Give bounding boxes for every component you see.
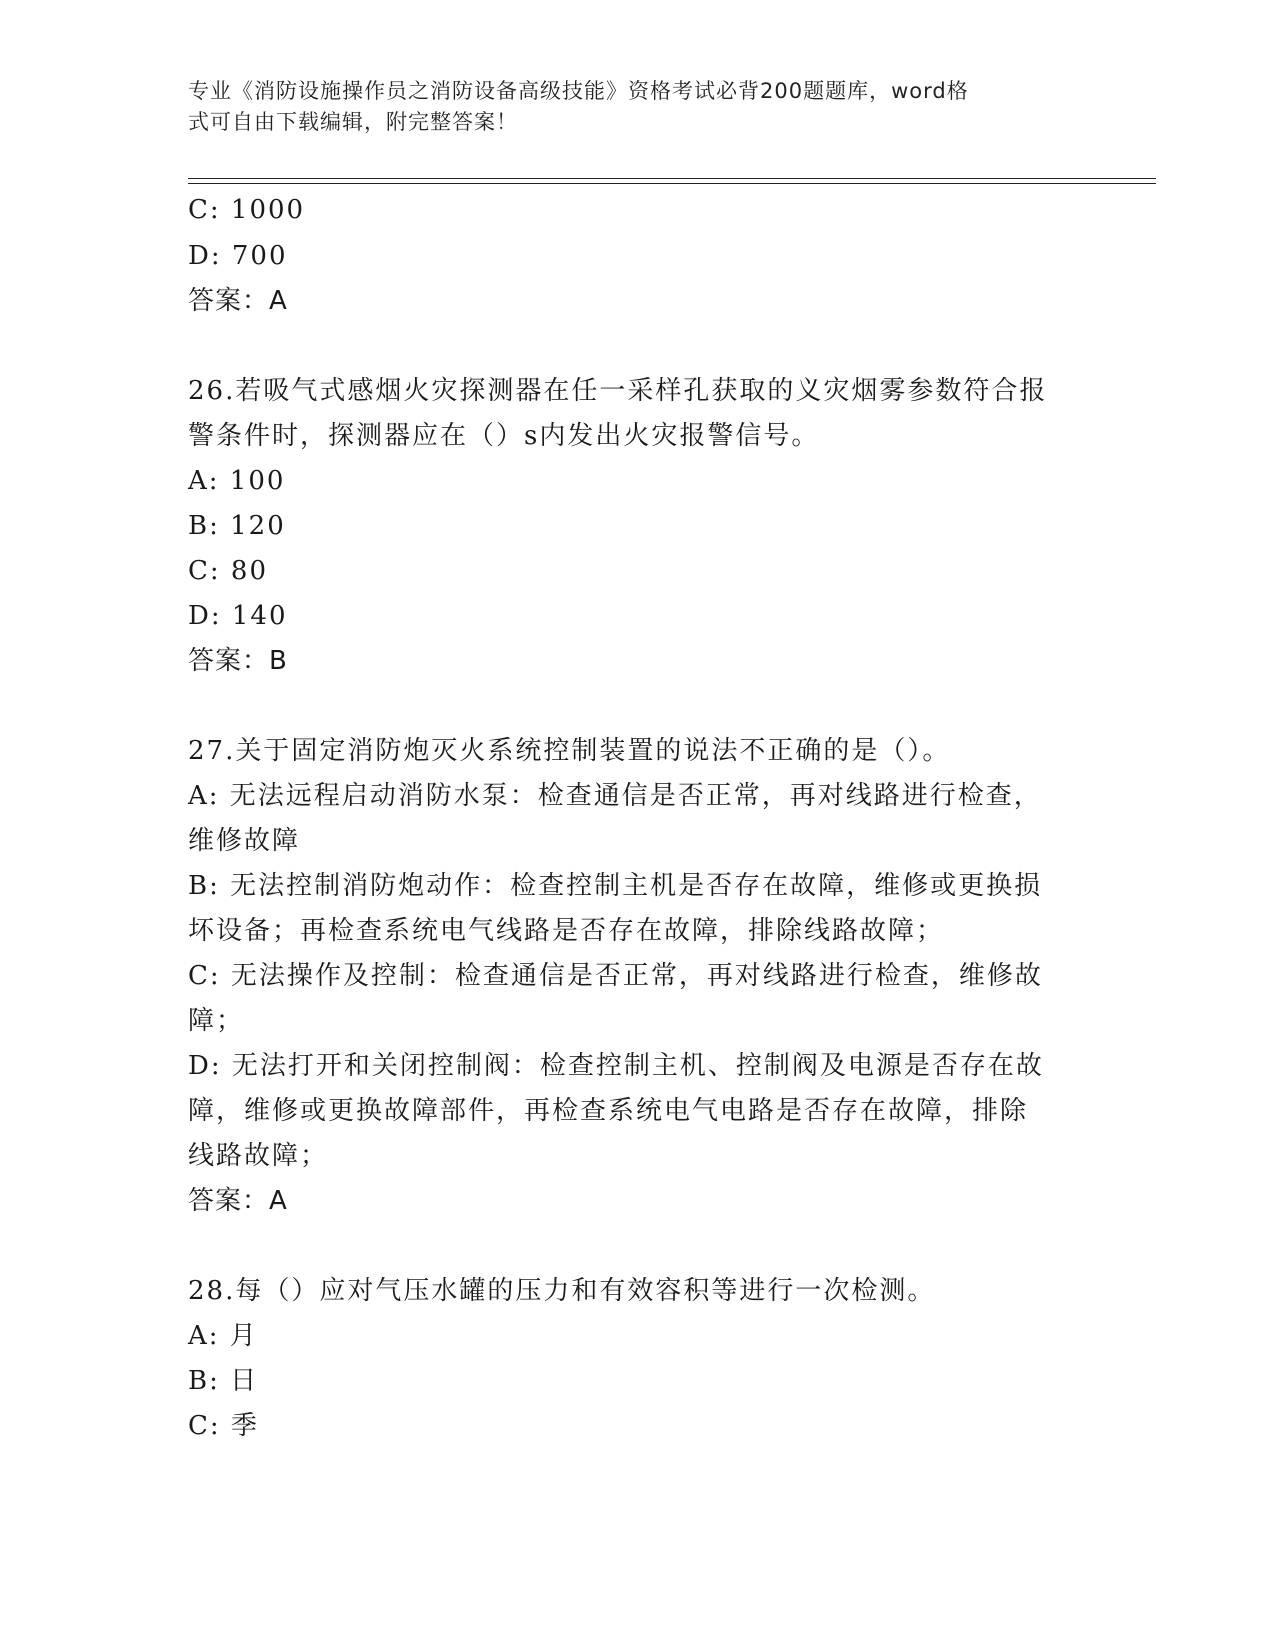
q27-option-d-line-3: 线路故障； <box>188 1141 329 1171</box>
document-header <box>188 76 1068 138</box>
q27-option-b-line-2: 坏设备；再检查系统电气线路是否存在故障，排除线路故障； <box>188 916 945 946</box>
q27-option-a-line-1: A: 无法远程启动消防水泵：检查通信是否正常，再对线路进行检查， <box>188 781 1042 811</box>
header-line-1: 专业《消防设施操作员之消防设备高级技能》资格考试必背200题题库，word格 <box>188 79 969 103</box>
q27-stem-line-1: 27.关于固定消防炮灭火系统控制装置的说法不正确的是（）。 <box>188 736 951 766</box>
q26-stem-line-1: 26.若吸气式感烟火灾探测器在任一采样孔获取的义灾烟雾参数符合报 <box>188 376 1048 406</box>
q26-option-c: C: 80 <box>188 556 269 586</box>
q25-answer: 答案：A <box>188 286 288 316</box>
q28-option-a: A: 月 <box>188 1321 258 1351</box>
q28-option-b: B: 日 <box>188 1366 259 1396</box>
q27-option-c-line-2: 障； <box>188 1006 245 1036</box>
q26-answer: 答案：B <box>188 646 288 676</box>
q26-stem-line-2: 警条件时，探测器应在（）s内发出火灾报警信号。 <box>188 421 820 451</box>
q28-option-c: C: 季 <box>188 1411 259 1441</box>
q27-option-b-line-1: B: 无法控制消防炮动作：检查控制主机是否存在故障，维修或更换损 <box>188 871 1043 901</box>
q27-option-c-line-1: C: 无法操作及控制：检查通信是否正常，再对线路进行检查，维修故 <box>188 961 1043 991</box>
q28-stem-line-1: 28.每（）应对气压水罐的压力和有效容积等进行一次检测。 <box>188 1276 936 1306</box>
q27-option-d-line-2: 障，维修或更换故障部件，再检查系统电气电路是否存在故障，排除 <box>188 1096 1029 1126</box>
q25-option-c: C: 1000 <box>188 195 306 225</box>
header-line-2: 式可自由下载编辑，附完整答案！ <box>188 110 518 134</box>
q26-option-a: A: 100 <box>188 466 286 496</box>
q27-answer: 答案：A <box>188 1186 288 1216</box>
q27-option-d-line-1: D: 无法打开和关闭控制阀：检查控制主机、控制阀及电源是否存在故 <box>188 1051 1044 1081</box>
q26-option-d: D: 140 <box>188 601 288 631</box>
header-divider-top <box>188 178 1156 179</box>
q26-option-b: B: 120 <box>188 511 286 541</box>
header-divider-bottom <box>188 183 1156 184</box>
q27-option-a-line-2: 维修故障 <box>188 826 301 856</box>
q25-option-d: D: 700 <box>188 241 288 271</box>
